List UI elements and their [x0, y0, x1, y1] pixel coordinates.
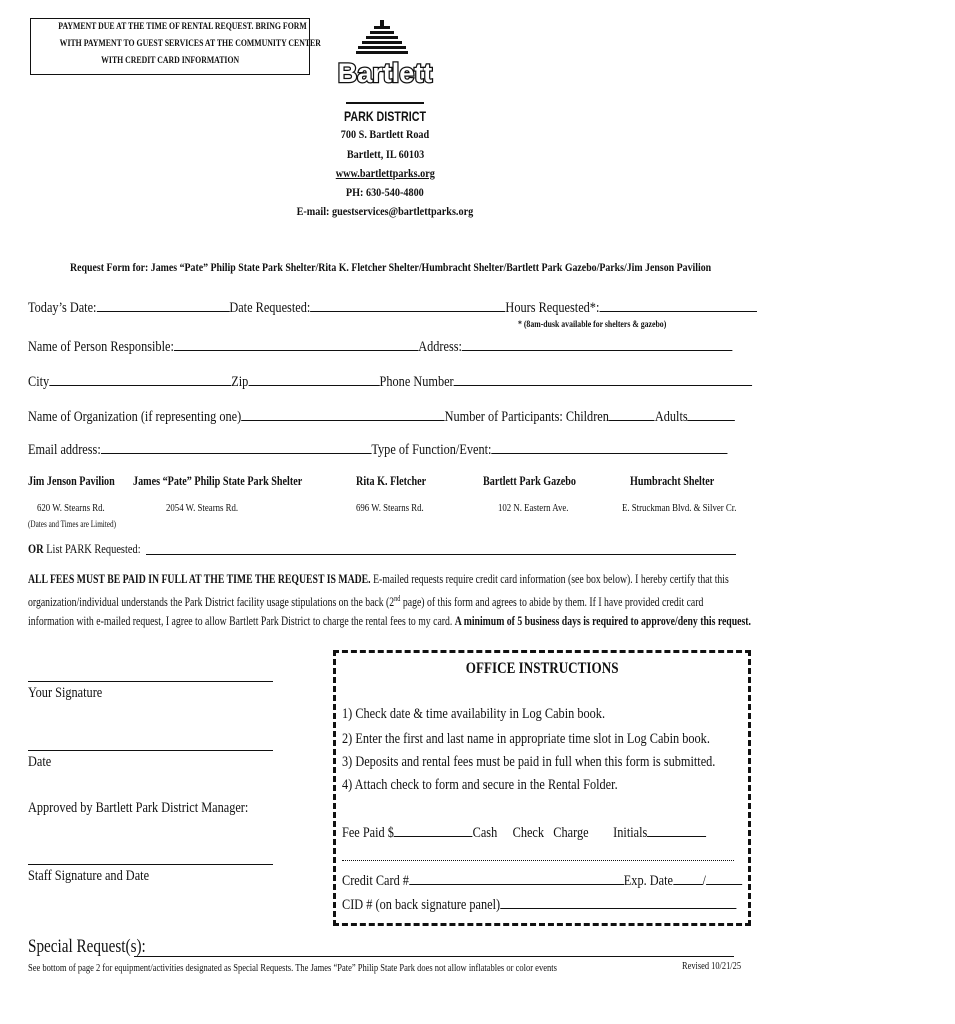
adults-count-input[interactable] — [688, 406, 736, 421]
fees-text-line-2a: organization/individual understands the Park District facility usage stipulations on the back (2 — [28, 595, 395, 610]
exp-slash: / — [702, 873, 706, 889]
zip-label: Zip — [231, 374, 249, 390]
fees-text-line-1: E-mailed requests require credit card information (see box below). I hereby certify that this — [370, 572, 729, 586]
address-phone: PH: 630-540-4800 — [346, 185, 424, 199]
request-form-title: Request Form for: James “Pate” Philip State Park Shelter/Rita K. Fletcher Shelter/Humbracht Shelter/Bartlett Park Gazebo/Parks/Jim Jenson Pavilion — [70, 260, 712, 274]
charge-option[interactable]: Charge — [553, 825, 589, 841]
function-type-label: Type of Function/Event: — [371, 442, 492, 458]
credit-card-row — [342, 870, 830, 890]
phone-number-input[interactable] — [454, 371, 752, 386]
city-input[interactable] — [49, 371, 231, 386]
your-signature-line[interactable] — [28, 681, 273, 682]
or-label: OR — [28, 541, 44, 556]
credit-card-input[interactable] — [409, 870, 624, 885]
fees-min-days-text: A minimum of 5 business days is required to approve/deny this request. — [454, 614, 751, 629]
fee-paid-label: Fee Paid $ — [342, 825, 394, 841]
location-address: 2054 W. Stearns Rd. — [166, 502, 239, 514]
credit-card-label: Credit Card # — [342, 873, 409, 889]
hours-requested-input[interactable] — [599, 297, 756, 312]
organization-input[interactable] — [241, 406, 444, 421]
date-requested-label: Date Requested: — [229, 300, 311, 316]
email-row — [28, 439, 881, 459]
date-line[interactable] — [28, 750, 273, 751]
function-type-input[interactable] — [491, 439, 727, 454]
office-instructions-title: OFFICE INSTRUCTIONS — [465, 660, 619, 677]
address-input[interactable] — [462, 336, 733, 351]
dates-limited-note: (Dates and Times are Limited) — [28, 519, 116, 529]
office-divider — [342, 860, 734, 861]
adults-label: Adults — [654, 409, 688, 425]
office-instruction-item: 4) Attach check to form and secure in the Rental Folder. — [342, 777, 618, 793]
location-name: Jim Jenson Pavilion — [28, 473, 115, 488]
cid-row — [342, 894, 823, 914]
email-address-label: Email address: — [28, 442, 101, 458]
exp-year-input[interactable] — [706, 870, 742, 885]
location-name: Humbracht Shelter — [630, 473, 715, 488]
fee-paid-input[interactable] — [394, 822, 473, 837]
person-responsible-input[interactable] — [174, 336, 418, 351]
fees-text-line-2b: page) of this form and agrees to abide by them. If I have provided credit card — [400, 595, 704, 610]
location-address: E. Struckman Blvd. & Silver Cr. — [622, 502, 737, 514]
address-street: 700 S. Bartlett Road — [340, 127, 430, 141]
cid-input[interactable] — [500, 894, 736, 909]
approved-by-label: Approved by Bartlett Park District Manager: — [28, 800, 249, 816]
list-park-input[interactable] — [146, 554, 736, 555]
logo-text-park-district: PARK DISTRICT — [344, 108, 427, 124]
cid-label: CID # (on back signature panel) — [342, 897, 501, 913]
bartlett-park-district-logo — [337, 18, 433, 126]
staff-signature-label: Staff Signature and Date — [28, 868, 150, 884]
exp-date-label: Exp. Date — [623, 873, 673, 889]
notice-line-3: WITH CREDIT CARD INFORMATION — [100, 56, 239, 66]
office-instruction-item: 2) Enter the first and last name in appropriate time slot in Log Cabin book. — [342, 731, 710, 747]
revised-date: Revised 10/21/25 — [682, 961, 742, 972]
fee-paid-row — [342, 822, 786, 842]
office-instruction-item: 1) Check date & time availability in Log Cabin book. — [342, 706, 606, 722]
hours-requested-label: Hours Requested*: — [505, 300, 600, 316]
notice-line-1: PAYMENT DUE AT THE TIME OF RENTAL REQUEST. BRING FORM — [58, 22, 307, 32]
organization-row — [28, 406, 890, 426]
list-park-label: List PARK Requested: — [43, 541, 141, 556]
date-label: Date — [28, 754, 52, 770]
fees-text-line-3: information with e-mailed request, I agree to allow Bartlett Park District to charge the rental fees to my card. — [28, 614, 455, 629]
todays-date-input[interactable] — [96, 297, 229, 312]
staff-signature-line[interactable] — [28, 864, 273, 865]
initials-label: Initials — [613, 825, 648, 841]
phone-number-label: Phone Number — [379, 374, 454, 390]
cash-option[interactable]: Cash — [472, 825, 498, 841]
location-name: Rita K. Fletcher — [356, 473, 427, 488]
office-instruction-item: 3) Deposits and rental fees must be paid in full when this form is submitted. — [342, 754, 716, 770]
address-city: Bartlett, IL 60103 — [346, 147, 424, 161]
initials-input[interactable] — [647, 822, 706, 837]
children-count-input[interactable] — [609, 406, 655, 421]
exp-month-input[interactable] — [673, 870, 703, 885]
special-requests-label: Special Request(s): — [28, 936, 146, 957]
special-requests-note: See bottom of page 2 for equipment/activities designated as Special Requests. The James “Pate” Philip State Park does not allow inflatables or color events — [28, 963, 557, 974]
address-email: E-mail: guestservices@bartlettparks.org — [296, 204, 474, 218]
participants-children-label: Number of Participants: Children — [444, 409, 609, 425]
date-requested-input[interactable] — [310, 297, 505, 312]
website-link[interactable]: www.bartlettparks.org — [335, 166, 435, 180]
city-label: City — [28, 374, 50, 390]
logo-graphic — [337, 18, 433, 126]
address-label: Address: — [418, 339, 462, 355]
fees-paragraph — [28, 570, 955, 631]
hours-note: * (8am-dusk available for shelters & gazebo) — [518, 320, 667, 330]
fees-bold-text: ALL FEES MUST BE PAID IN FULL AT THE TIME THE REQUEST IS MADE. — [28, 572, 371, 586]
fees-superscript: nd — [394, 594, 401, 603]
check-option[interactable]: Check — [512, 825, 545, 841]
todays-date-row — [28, 297, 917, 317]
location-name: James “Pate” Philip State Park Shelter — [133, 473, 303, 488]
person-responsible-label: Name of Person Responsible: — [28, 339, 174, 355]
notice-line-2: WITH PAYMENT TO GUEST SERVICES AT THE COMMUNITY CENTER — [59, 39, 321, 49]
location-address: 696 W. Stearns Rd. — [356, 502, 424, 514]
organization-label: Name of Organization (if representing one) — [28, 409, 242, 425]
location-address: 620 W. Stearns Rd. — [37, 502, 105, 514]
todays-date-label: Today’s Date: — [28, 300, 97, 316]
special-requests-input[interactable] — [134, 956, 734, 957]
city-row — [28, 371, 911, 391]
logo-text-bartlett: Bartlett — [337, 58, 433, 88]
payment-notice-box — [30, 18, 321, 75]
location-name: Bartlett Park Gazebo — [483, 473, 576, 488]
email-address-input[interactable] — [101, 439, 372, 454]
person-responsible-row — [28, 336, 887, 356]
zip-input[interactable] — [248, 371, 379, 386]
your-signature-label: Your Signature — [28, 685, 103, 701]
location-address: 102 N. Eastern Ave. — [498, 502, 569, 514]
